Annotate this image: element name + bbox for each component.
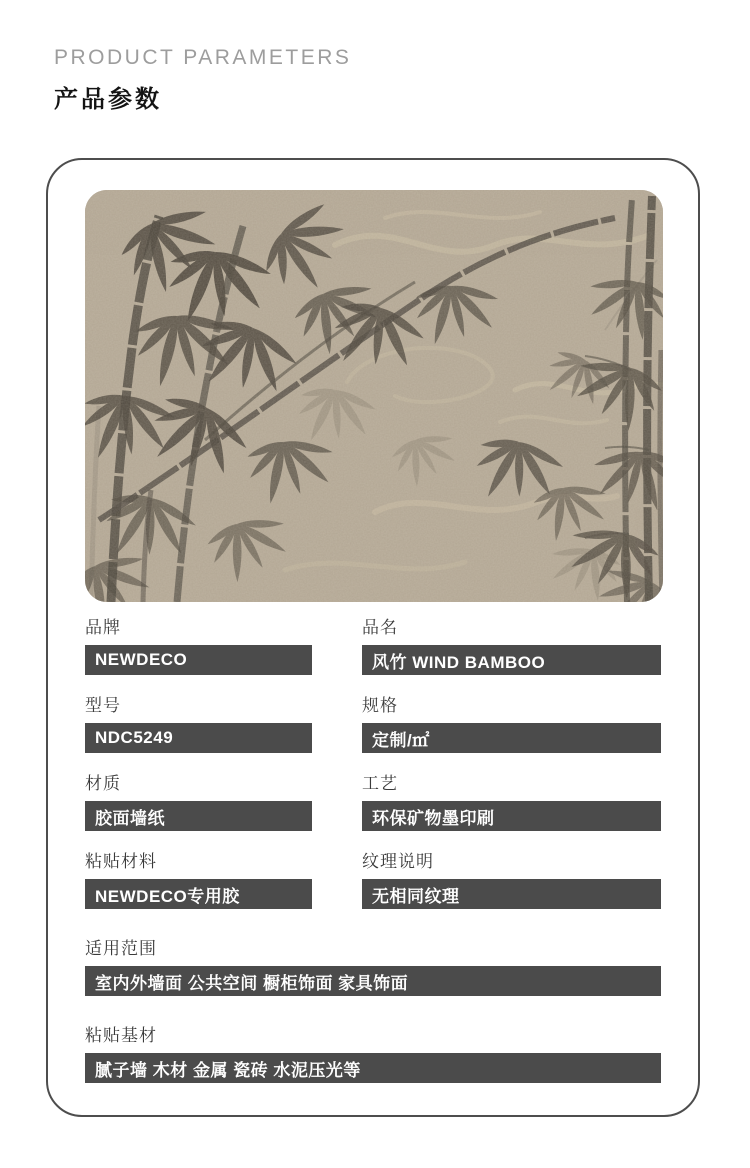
param-product-name [362,618,661,675]
param-label: 粘贴材料 [85,852,157,871]
param-adhesive [85,852,362,909]
param-value-bar: 室内外墙面 公共空间 橱柜饰面 家具饰面 [85,966,661,996]
param-row [85,696,661,753]
param-row [85,774,661,831]
param-label: 材质 [85,774,121,793]
param-value-bar: 环保矿物墨印刷 [362,801,661,831]
param-craft [362,774,661,831]
param-label: 规格 [362,696,398,715]
param-brand [85,618,362,675]
param-value-bar: NEWDECO专用胶 [85,879,312,909]
param-spec [362,696,661,753]
param-value-bar: 腻子墙 木材 金属 瓷砖 水泥压光等 [85,1053,661,1083]
page-title-zh: 产品参数 [54,86,162,113]
param-model [85,696,362,753]
page-title-en: PRODUCT PARAMETERS [54,46,352,69]
param-material [85,774,362,831]
param-value-bar: NEWDECO [85,645,312,675]
param-value-bar: 无相同纹理 [362,879,661,909]
param-label: 型号 [85,696,121,715]
parameters-card [46,158,700,1117]
param-value-bar: 风竹 WIND BAMBOO [362,645,661,675]
param-substrate [85,1026,661,1083]
param-row [85,618,661,675]
param-row [85,852,661,909]
param-scope [85,939,661,996]
param-label: 品牌 [85,618,121,637]
param-value-bar: 定制/㎡ [362,723,661,753]
product-image [85,190,663,602]
param-value-bar: NDC5249 [85,723,312,753]
param-label: 品名 [362,618,398,637]
param-value-bar: 胶面墙纸 [85,801,312,831]
param-label: 适用范围 [85,939,157,958]
param-label: 纹理说明 [362,852,434,871]
page-header [0,0,750,114]
bamboo-ink-painting [85,190,663,602]
param-label: 工艺 [362,774,398,793]
param-texture [362,852,661,909]
param-label: 粘贴基材 [85,1026,157,1045]
parameters-list [85,618,661,1083]
